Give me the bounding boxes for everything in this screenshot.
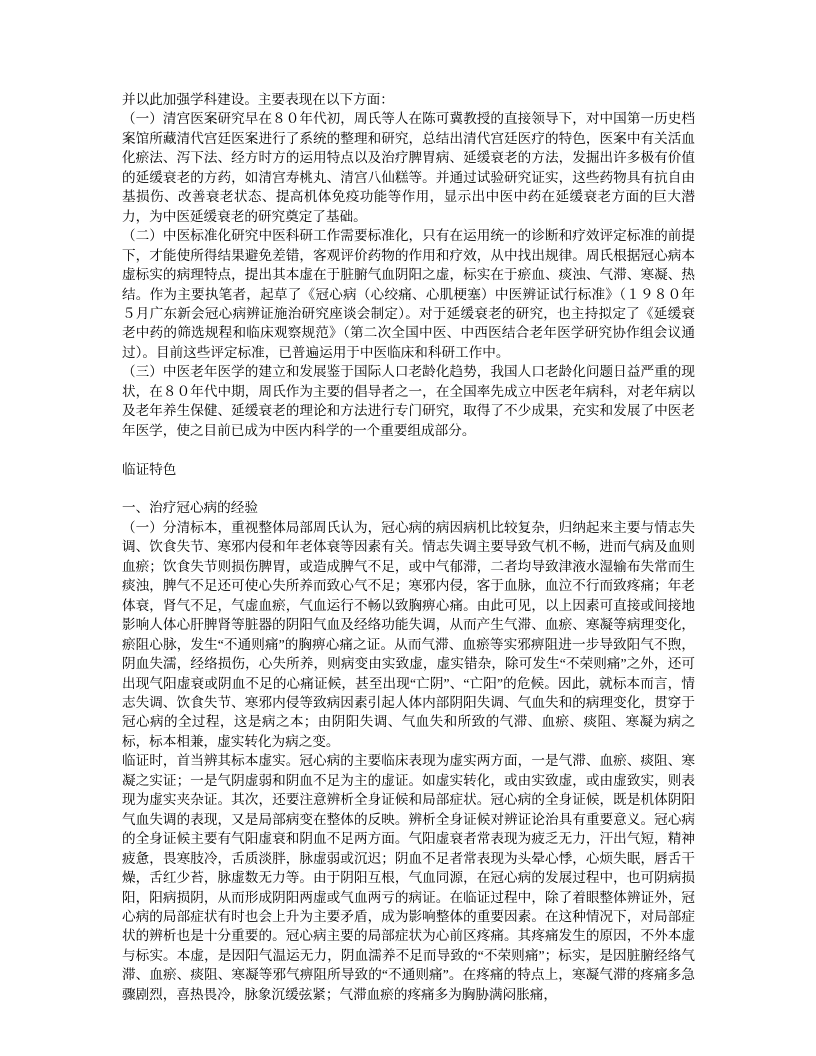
subsection-heading: 一、治疗冠心病的经验 [122,500,258,516]
paragraph-biaozhunhua-yanjiu: （二）中医标准化研究中医科研工作需要标准化，只有在运用统一的诊断和疗效评定标准的前提下，才能使所得结果避免差错，客观评价药物的作用和疗效，从中找出规律。周氏根据冠心病本虚标实的病理特点，提出其本虚在于脏腑气血阴阳之虚，标实在于瘀血、痰浊、气滞、寒凝、热结。作为主要执笔者，起草了《冠心病（心绞痛、心肌梗塞）中医辨证试行标准》（１９８０年５月广东新会冠心病辨证施治研究座谈会制定）。对于延缓衰老的研究，也主持拟定了《延缓衰老中药的筛选规程和临床观察规范》（第二次全国中医、中西医结合老年医学研究协作组会议通过）。目前这些评定标准，已普遍运用于中医临床和科研工作中。 [122,228,695,360]
paragraph-linzheng-bianshi: 临证时，首当辨其标本虚实。冠心病的主要临床表现为虚实两方面，一是气滞、血瘀、痰阻、寒凝之实证；一是气阴虚弱和阴血不足为主的虚证。如虚实转化，或由实致虚，或由虚致实，则表现为虚实夹杂证。其次，还要注意辨析全身证候和局部症状。冠心病的全身证候，既是机体阴阳气血失调的表现，又是局部病变在整体的反映。辨析全身证候对辨证论治具有重要意义。冠心病的全身证候主要有气阳虚衰和阴血不足两方面。气阳虚衰者常表现为疲乏无力，汗出气短，精神疲惫，畏寒肢冷，舌质淡胖，脉虚弱或沉迟；阴血不足者常表现为头晕心悸，心烦失眠，唇舌干燥，舌红少苔，脉虚数无力等。由于阴阳互根，气血同源，在冠心病的发展过程中，也可阴病损阳，阳病损阴，从而形成阴阳两虚或气血两亏的病证。在临证过程中，除了着眼整体辨证外，冠心病的局部症状有时也会上升为主要矛盾，成为影响整体的重要因素。在这种情况下，对局部症状的辨析也是十分重要的。冠心病主要的局部症状为心前区疼痛。其疼痛发生的原因，不外本虚与标实。本虚，是因阳气温运无力，阴血濡养不足而导致的“不荣则痛”；标实，是因脏腑经络气滞、血瘀、痰阻、寒凝等邪气痹阻所导致的“不通则痛”。在疼痛的特点上，寒凝气滞的疼痛多急骤剧烈，喜热畏冷，脉象沉缓弦紧；气滞血瘀的疼痛多为胸胁满闷胀痛， [122,753,695,1002]
intro-paragraph: 并以此加强学科建设。主要表现在以下方面： [122,92,394,107]
paragraph-fenqing-biaoben: （一）分清标本，重视整体局部周氏认为，冠心病的病因病机比较复杂，归纳起来主要与情志失调、饮食失节、寒邪内侵和年老体衰等因素有关。情志失调主要导致气机不畅，进而气病及血则血瘀；饮食失节则损伤脾胃，或造成脾气不足，或中气郁滞，二者均导致津液水湿输布失常而生痰浊，脾气不足还可使心失所养而致心气不足；寒邪内侵，客于血脉，血泣不行而致疼痛；年老体衰，肾气不足，气虚血瘀，气血运行不畅以致胸痹心痛。由此可见，以上因素可直接或间接地影响人体心肝脾肾等脏器的阴阳气血及经络功能失调，从而产生气滞、血瘀、寒凝等病理变化，瘀阻心脉，发生“不通则痛”的胸痹心痛之证。从而气滞、血瘀等实邪痹阻进一步导致阳气不煦，阴血失濡，经络损伤，心失所养，则病变由实致虚，虚实错杂，除可发生“不荣则痛”之外，还可出现气阳虚衰或阴血不足的心痛证候，甚至出现“亡阴”、“亡阳”的危候。因此，就标本而言，情志失调、饮食失节、寒邪内侵等致病因素引起人体内部阴阳失调、气血失和的病理变化，贯穿于冠心病的全过程，这是病之本；由阴阳失调、气血失和所致的气滞、血瘀、痰阻、寒凝为病之标，标本相兼，虚实转化为病之变。 [122,519,695,749]
section-heading: 临证特色 [122,461,177,477]
paragraph-laonian-yixue: （三）中医老年医学的建立和发展鉴于国际人口老龄化趋势，我国人口老龄化问题日益严重的现状，在８０年代中期，周氏作为主要的倡导者之一，在全国率先成立中医老年病科，对老年病以及老年养生保健、延缓衰老的理论和方法进行专门研究，取得了不少成果，充实和发展了中医老年医学，使之目前已成为中医内科学的一个重要组成部分。 [122,364,695,438]
paragraph-qinggong-yian: （一）清宫医案研究早在８０年代初，周氏等人在陈可冀教授的直接领导下，对中国第一历史档案馆所藏清代宫廷医案进行了系统的整理和研究，总结出清代宫廷医疗的特色，医案中有关活血化瘀法、泻下法、经方时方的运用特点以及治疗脾胃病、延缓衰老的方法，发掘出许多极有价值的延缓衰老的方药，如清宫寿桃丸、清宫八仙糕等。并通过试验研究证实，这些药物具有抗自由基损伤、改善衰老状态、提高机体免疫功能等作用，显示出中医中药在延缓衰老方面的巨大潜力，为中医延缓衰老的研究奠定了基础。 [122,111,695,224]
